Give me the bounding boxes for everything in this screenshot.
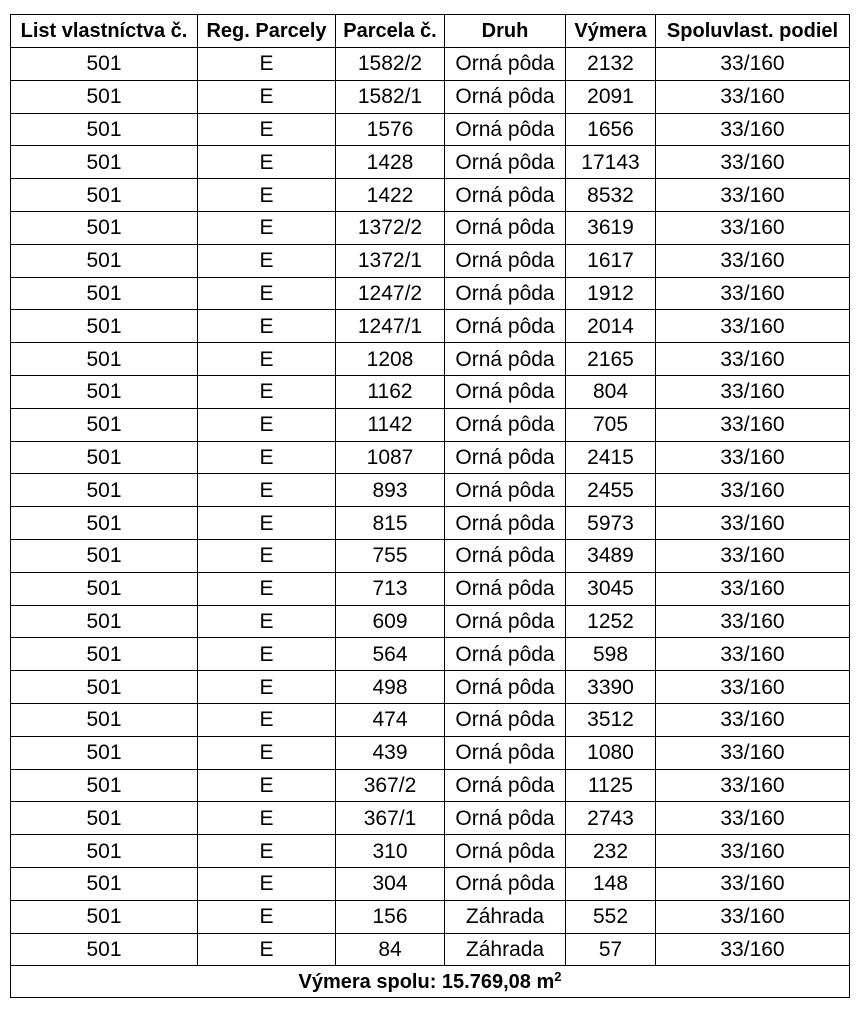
table-row [11, 211, 850, 244]
cell-vymera: 2743 [566, 802, 656, 835]
cell-list-vlastnictva: 501 [11, 441, 198, 474]
cell-reg-parcely: E [198, 113, 336, 146]
cell-reg-parcely: E [198, 703, 336, 736]
cell-list-vlastnictva: 501 [11, 605, 198, 638]
cell-druh: Orná pôda [445, 867, 566, 900]
cell-druh: Orná pôda [445, 211, 566, 244]
cell-reg-parcely: E [198, 638, 336, 671]
cell-parcela: 1582/2 [336, 48, 445, 81]
cell-spoluvlast-podiel: 33/160 [656, 933, 850, 966]
cell-druh: Orná pôda [445, 244, 566, 277]
cell-reg-parcely: E [198, 572, 336, 605]
cell-vymera: 598 [566, 638, 656, 671]
cell-druh: Orná pôda [445, 375, 566, 408]
cell-list-vlastnictva: 501 [11, 507, 198, 540]
cell-parcela: 367/2 [336, 769, 445, 802]
cell-spoluvlast-podiel: 33/160 [656, 539, 850, 572]
table-row [11, 867, 850, 900]
table-row [11, 835, 850, 868]
cell-vymera: 3045 [566, 572, 656, 605]
cell-druh: Orná pôda [445, 310, 566, 343]
cell-spoluvlast-podiel: 33/160 [656, 835, 850, 868]
cell-vymera: 5973 [566, 507, 656, 540]
cell-druh: Orná pôda [445, 671, 566, 704]
table-row [11, 539, 850, 572]
cell-spoluvlast-podiel: 33/160 [656, 310, 850, 343]
table-row [11, 441, 850, 474]
cell-reg-parcely: E [198, 441, 336, 474]
cell-list-vlastnictva: 501 [11, 703, 198, 736]
cell-list-vlastnictva: 501 [11, 277, 198, 310]
cell-parcela: 156 [336, 900, 445, 933]
cell-parcela: 304 [336, 867, 445, 900]
cell-druh: Orná pôda [445, 769, 566, 802]
cell-spoluvlast-podiel: 33/160 [656, 277, 850, 310]
cell-druh: Orná pôda [445, 507, 566, 540]
cell-list-vlastnictva: 501 [11, 835, 198, 868]
cell-druh: Orná pôda [445, 80, 566, 113]
cell-vymera: 3512 [566, 703, 656, 736]
cell-list-vlastnictva: 501 [11, 933, 198, 966]
parcel-table-container [10, 14, 850, 998]
cell-parcela: 1428 [336, 146, 445, 179]
table-row [11, 375, 850, 408]
cell-vymera: 552 [566, 900, 656, 933]
cell-vymera: 1912 [566, 277, 656, 310]
cell-vymera: 148 [566, 867, 656, 900]
cell-druh: Orná pôda [445, 48, 566, 81]
cell-druh: Orná pôda [445, 835, 566, 868]
parcel-table [10, 14, 850, 998]
cell-spoluvlast-podiel: 33/160 [656, 80, 850, 113]
cell-druh: Orná pôda [445, 539, 566, 572]
cell-vymera: 2091 [566, 80, 656, 113]
table-row [11, 671, 850, 704]
cell-vymera: 3390 [566, 671, 656, 704]
cell-druh: Orná pôda [445, 179, 566, 212]
cell-vymera: 1125 [566, 769, 656, 802]
cell-list-vlastnictva: 501 [11, 179, 198, 212]
cell-parcela: 564 [336, 638, 445, 671]
cell-druh: Orná pôda [445, 703, 566, 736]
table-row [11, 244, 850, 277]
cell-list-vlastnictva: 501 [11, 113, 198, 146]
table-row [11, 933, 850, 966]
cell-parcela: 367/1 [336, 802, 445, 835]
cell-spoluvlast-podiel: 33/160 [656, 736, 850, 769]
cell-reg-parcely: E [198, 769, 336, 802]
cell-parcela: 474 [336, 703, 445, 736]
header-vymera: Výmera [566, 15, 656, 48]
cell-reg-parcely: E [198, 605, 336, 638]
total-area-label: Výmera spolu: 15.769,08 m [298, 970, 555, 993]
cell-vymera: 3619 [566, 211, 656, 244]
cell-reg-parcely: E [198, 835, 336, 868]
table-header-row [11, 15, 850, 48]
cell-list-vlastnictva: 501 [11, 375, 198, 408]
total-area-unit-superscript: 2 [554, 968, 562, 984]
cell-reg-parcely: E [198, 310, 336, 343]
cell-spoluvlast-podiel: 33/160 [656, 146, 850, 179]
table-footer-row [11, 966, 850, 998]
cell-reg-parcely: E [198, 408, 336, 441]
cell-reg-parcely: E [198, 48, 336, 81]
cell-spoluvlast-podiel: 33/160 [656, 605, 850, 638]
cell-parcela: 1208 [336, 343, 445, 376]
cell-reg-parcely: E [198, 933, 336, 966]
cell-spoluvlast-podiel: 33/160 [656, 343, 850, 376]
cell-druh: Orná pôda [445, 343, 566, 376]
cell-vymera: 705 [566, 408, 656, 441]
header-spoluvlast-podiel: Spoluvlast. podiel [656, 15, 850, 48]
cell-parcela: 815 [336, 507, 445, 540]
table-row [11, 80, 850, 113]
header-list-vlastnictva: List vlastníctva č. [11, 15, 198, 48]
cell-parcela: 893 [336, 474, 445, 507]
header-parcela: Parcela č. [336, 15, 445, 48]
table-body [11, 48, 850, 966]
table-row [11, 572, 850, 605]
cell-reg-parcely: E [198, 343, 336, 376]
cell-spoluvlast-podiel: 33/160 [656, 179, 850, 212]
table-row [11, 113, 850, 146]
cell-druh: Orná pôda [445, 441, 566, 474]
cell-reg-parcely: E [198, 146, 336, 179]
cell-vymera: 2415 [566, 441, 656, 474]
cell-parcela: 713 [336, 572, 445, 605]
cell-reg-parcely: E [198, 867, 336, 900]
cell-spoluvlast-podiel: 33/160 [656, 671, 850, 704]
header-reg-parcely: Reg. Parcely [198, 15, 336, 48]
cell-list-vlastnictva: 501 [11, 638, 198, 671]
table-row [11, 277, 850, 310]
cell-druh: Orná pôda [445, 802, 566, 835]
cell-spoluvlast-podiel: 33/160 [656, 769, 850, 802]
cell-list-vlastnictva: 501 [11, 146, 198, 179]
cell-vymera: 2455 [566, 474, 656, 507]
cell-spoluvlast-podiel: 33/160 [656, 211, 850, 244]
cell-druh: Orná pôda [445, 277, 566, 310]
table-row [11, 474, 850, 507]
cell-parcela: 1162 [336, 375, 445, 408]
cell-spoluvlast-podiel: 33/160 [656, 867, 850, 900]
cell-spoluvlast-podiel: 33/160 [656, 441, 850, 474]
cell-parcela: 755 [336, 539, 445, 572]
cell-vymera: 57 [566, 933, 656, 966]
cell-druh: Orná pôda [445, 736, 566, 769]
cell-vymera: 1617 [566, 244, 656, 277]
cell-vymera: 1656 [566, 113, 656, 146]
cell-list-vlastnictva: 501 [11, 736, 198, 769]
cell-parcela: 1582/1 [336, 80, 445, 113]
cell-vymera: 17143 [566, 146, 656, 179]
cell-list-vlastnictva: 501 [11, 80, 198, 113]
cell-vymera: 3489 [566, 539, 656, 572]
cell-spoluvlast-podiel: 33/160 [656, 244, 850, 277]
cell-reg-parcely: E [198, 179, 336, 212]
cell-druh: Orná pôda [445, 638, 566, 671]
table-row [11, 638, 850, 671]
cell-parcela: 1087 [336, 441, 445, 474]
cell-list-vlastnictva: 501 [11, 244, 198, 277]
cell-vymera: 2132 [566, 48, 656, 81]
cell-parcela: 439 [336, 736, 445, 769]
table-row [11, 605, 850, 638]
table-row [11, 343, 850, 376]
cell-reg-parcely: E [198, 474, 336, 507]
cell-reg-parcely: E [198, 244, 336, 277]
table-row [11, 310, 850, 343]
cell-druh: Orná pôda [445, 408, 566, 441]
table-row [11, 146, 850, 179]
cell-spoluvlast-podiel: 33/160 [656, 474, 850, 507]
cell-list-vlastnictva: 501 [11, 310, 198, 343]
cell-reg-parcely: E [198, 671, 336, 704]
cell-list-vlastnictva: 501 [11, 900, 198, 933]
cell-spoluvlast-podiel: 33/160 [656, 802, 850, 835]
cell-spoluvlast-podiel: 33/160 [656, 703, 850, 736]
cell-spoluvlast-podiel: 33/160 [656, 113, 850, 146]
cell-druh: Orná pôda [445, 474, 566, 507]
cell-vymera: 8532 [566, 179, 656, 212]
cell-reg-parcely: E [198, 539, 336, 572]
cell-list-vlastnictva: 501 [11, 474, 198, 507]
cell-parcela: 1422 [336, 179, 445, 212]
cell-parcela: 609 [336, 605, 445, 638]
cell-list-vlastnictva: 501 [11, 211, 198, 244]
cell-vymera: 232 [566, 835, 656, 868]
table-row [11, 703, 850, 736]
cell-spoluvlast-podiel: 33/160 [656, 408, 850, 441]
cell-parcela: 498 [336, 671, 445, 704]
cell-reg-parcely: E [198, 211, 336, 244]
table-row [11, 48, 850, 81]
cell-vymera: 2165 [566, 343, 656, 376]
table-row [11, 900, 850, 933]
cell-list-vlastnictva: 501 [11, 408, 198, 441]
cell-list-vlastnictva: 501 [11, 572, 198, 605]
cell-druh: Orná pôda [445, 605, 566, 638]
table-row [11, 179, 850, 212]
cell-spoluvlast-podiel: 33/160 [656, 638, 850, 671]
cell-spoluvlast-podiel: 33/160 [656, 507, 850, 540]
cell-reg-parcely: E [198, 80, 336, 113]
cell-reg-parcely: E [198, 277, 336, 310]
cell-vymera: 1080 [566, 736, 656, 769]
table-row [11, 802, 850, 835]
cell-list-vlastnictva: 501 [11, 48, 198, 81]
cell-parcela: 1372/2 [336, 211, 445, 244]
table-row [11, 736, 850, 769]
cell-list-vlastnictva: 501 [11, 671, 198, 704]
cell-parcela: 1142 [336, 408, 445, 441]
cell-vymera: 804 [566, 375, 656, 408]
cell-parcela: 1247/2 [336, 277, 445, 310]
cell-reg-parcely: E [198, 736, 336, 769]
cell-spoluvlast-podiel: 33/160 [656, 48, 850, 81]
cell-parcela: 310 [336, 835, 445, 868]
table-row [11, 769, 850, 802]
total-area [11, 966, 850, 998]
cell-druh: Záhrada [445, 900, 566, 933]
cell-vymera: 1252 [566, 605, 656, 638]
cell-list-vlastnictva: 501 [11, 539, 198, 572]
cell-druh: Záhrada [445, 933, 566, 966]
cell-reg-parcely: E [198, 802, 336, 835]
cell-spoluvlast-podiel: 33/160 [656, 375, 850, 408]
cell-reg-parcely: E [198, 900, 336, 933]
cell-list-vlastnictva: 501 [11, 867, 198, 900]
cell-druh: Orná pôda [445, 572, 566, 605]
cell-list-vlastnictva: 501 [11, 802, 198, 835]
cell-parcela: 1576 [336, 113, 445, 146]
cell-list-vlastnictva: 501 [11, 343, 198, 376]
cell-parcela: 1372/1 [336, 244, 445, 277]
cell-reg-parcely: E [198, 375, 336, 408]
cell-spoluvlast-podiel: 33/160 [656, 572, 850, 605]
cell-spoluvlast-podiel: 33/160 [656, 900, 850, 933]
table-row [11, 507, 850, 540]
cell-list-vlastnictva: 501 [11, 769, 198, 802]
cell-reg-parcely: E [198, 507, 336, 540]
cell-parcela: 84 [336, 933, 445, 966]
cell-vymera: 2014 [566, 310, 656, 343]
table-row [11, 408, 850, 441]
cell-parcela: 1247/1 [336, 310, 445, 343]
cell-druh: Orná pôda [445, 113, 566, 146]
cell-druh: Orná pôda [445, 146, 566, 179]
header-druh: Druh [445, 15, 566, 48]
